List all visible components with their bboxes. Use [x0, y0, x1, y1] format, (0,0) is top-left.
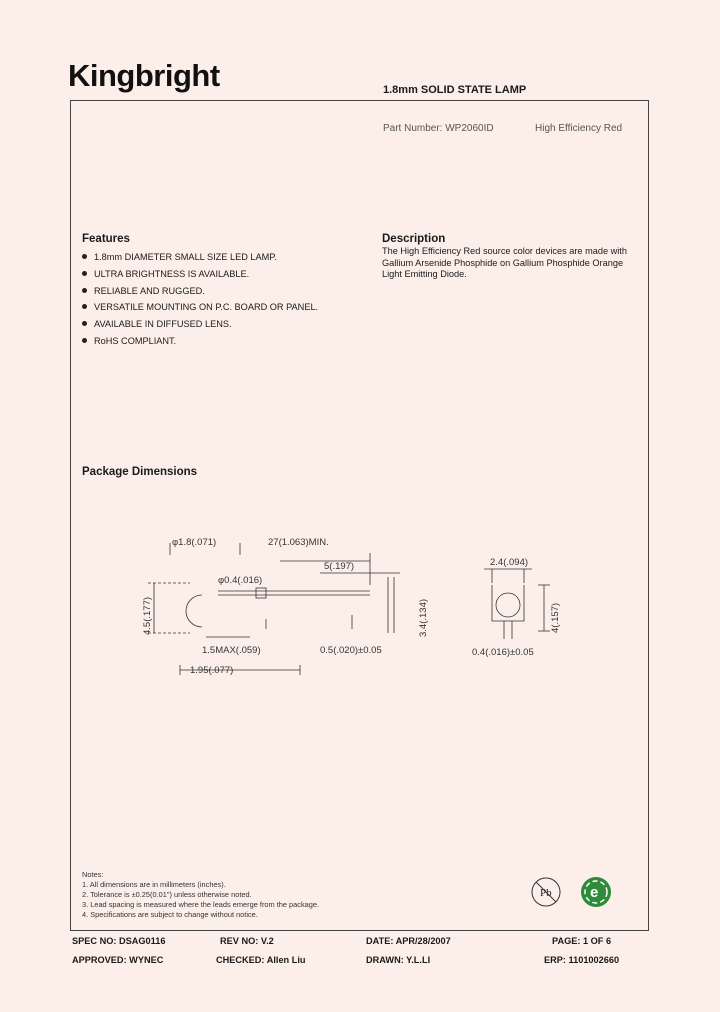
bullet-icon [82, 254, 87, 259]
dim-height: 4.5(.177) [142, 596, 153, 635]
lens-outline [186, 595, 202, 627]
drawn-by: DRAWN: Y.L.LI [366, 955, 431, 965]
dim-lens-dia: φ1.8(.071) [172, 537, 217, 548]
description-text: The High Efficiency Red source color devices are made with Gallium Arsenide Phosphide on Gallium Phosphide Orange Light Emitting Diode. [382, 246, 627, 279]
features-list [82, 252, 318, 353]
dim-total-length: 27(1.063)MIN. [268, 537, 329, 548]
part-number: Part Number: WP2060ID [383, 123, 494, 134]
feature-item: VERSATILE MOUNTING ON P.C. BOARD OR PANEL. [82, 302, 318, 319]
erp-number: ERP: 1101002660 [544, 955, 620, 965]
dim-side-height: 4(.157) [550, 602, 561, 633]
footer-row-1 [70, 936, 649, 955]
side-view-outline [492, 585, 524, 621]
document-title: 1.8mm SOLID STATE LAMP [383, 84, 527, 96]
rohs-e-icon [581, 877, 611, 907]
datasheet-frame [70, 100, 649, 931]
side-view-lens [496, 593, 520, 617]
compliance-badges [528, 874, 628, 910]
footer [70, 936, 649, 974]
feature-item: 1.8mm DIAMETER SMALL SIZE LED LAMP. [82, 252, 318, 269]
rev-no: REV NO: V.2 [220, 936, 274, 946]
note-item: 4. Specifications are subject to change without notice. [82, 910, 258, 919]
dim-lead-dia: φ0.4(.016) [218, 575, 263, 586]
dim-side-width: 2.4(.094) [490, 557, 529, 568]
package-dimensions-drawing [140, 525, 590, 685]
bullet-icon [82, 321, 87, 326]
feature-item: RELIABLE AND RUGGED. [82, 286, 318, 303]
dim-lead-spacing: 0.4(.016)±0.05 [472, 647, 534, 658]
bullet-icon [82, 304, 87, 309]
bullet-icon [82, 288, 87, 293]
note-item: 2. Tolerance is ±0.25(0.01") unless otherwise noted. [82, 890, 252, 899]
svg-text:Pb: Pb [540, 887, 552, 899]
feature-item: ULTRA BRIGHTNESS IS AVAILABLE. [82, 269, 318, 286]
product-name: High Efficiency Red [535, 123, 623, 134]
part-info [383, 123, 622, 134]
page-number: PAGE: 1 OF 6 [552, 936, 612, 946]
dim-standoff: 1.5MAX(.059) [202, 645, 261, 656]
notes-heading: Notes: [82, 870, 104, 879]
dim-body-dia: 3.4(.134) [418, 598, 429, 637]
feature-item: RoHS COMPLIANT. [82, 336, 318, 353]
notes [82, 870, 319, 920]
description-heading: Description [382, 233, 446, 245]
note-item: 3. Lead spacing is measured where the leads emerge from the package. [82, 900, 320, 909]
footer-row-2 [70, 955, 649, 974]
bullet-icon [82, 271, 87, 276]
spec-no: SPEC NO: DSAG0116 [72, 936, 166, 946]
dim-lead-square: 0.5(.020)±0.05 [320, 645, 382, 656]
dim-flange-length: 5(.197) [324, 561, 355, 572]
dim-body-length: 1.95(.077) [190, 665, 234, 676]
kingbright-logo: Kingbright [68, 58, 220, 93]
feature-item: AVAILABLE IN DIFFUSED LENS. [82, 319, 318, 336]
package-dimensions-heading: Package Dimensions [82, 466, 198, 478]
checked-by: CHECKED: Allen Liu [216, 955, 306, 965]
note-item: 1. All dimensions are in millimeters (inches). [82, 880, 226, 889]
date: DATE: APR/28/2007 [366, 936, 451, 946]
svg-text:e: e [590, 884, 599, 901]
bullet-icon [82, 338, 87, 343]
lead-free-icon [532, 878, 560, 906]
features-heading: Features [82, 233, 130, 245]
approved-by: APPROVED: WYNEC [72, 955, 164, 965]
